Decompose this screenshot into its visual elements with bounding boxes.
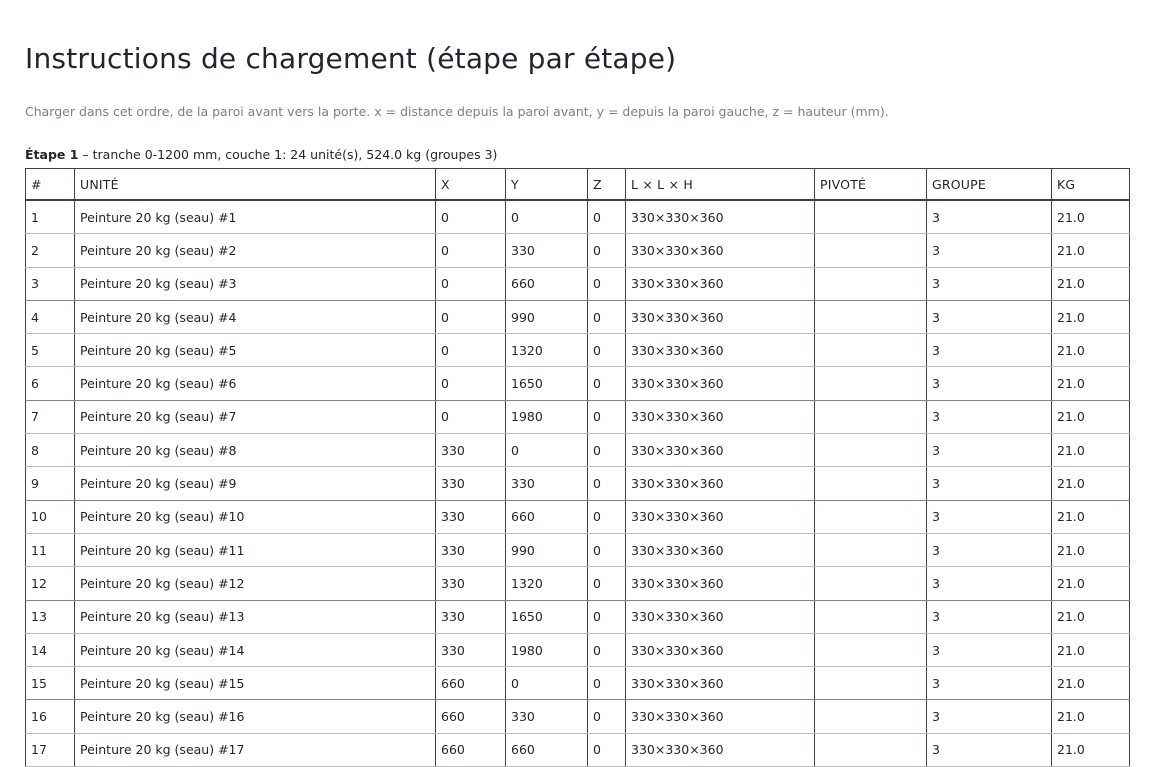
cell-unit: Peinture 20 kg (seau) #5 [75,334,436,367]
column-header-x: X [436,169,506,201]
cell-z: 0 [588,600,626,633]
cell-unit: Peinture 20 kg (seau) #9 [75,467,436,500]
cell-rotated [815,267,927,300]
cell-z: 0 [588,633,626,666]
cell-x: 330 [436,467,506,500]
cell-group: 3 [927,267,1052,300]
cell-dimensions: 330×330×360 [626,667,815,700]
cell-kg: 21.0 [1052,467,1130,500]
cell-dimensions: 330×330×360 [626,434,815,467]
cell-index: 13 [26,600,75,633]
cell-z: 0 [588,700,626,733]
cell-group: 3 [927,200,1052,234]
cell-unit: Peinture 20 kg (seau) #2 [75,234,436,267]
table-row [26,334,1130,367]
cell-dimensions: 330×330×360 [626,367,815,400]
cell-y: 1980 [506,400,588,433]
cell-z: 0 [588,367,626,400]
cell-index: 11 [26,533,75,566]
cell-index: 1 [26,200,75,234]
cell-index: 5 [26,334,75,367]
step-label: Étape 1 [25,147,79,162]
cell-z: 0 [588,267,626,300]
cell-x: 660 [436,667,506,700]
cell-unit: Peinture 20 kg (seau) #16 [75,700,436,733]
cell-index: 17 [26,733,75,766]
cell-rotated [815,400,927,433]
table-row [26,200,1130,234]
cell-rotated [815,500,927,533]
table-row [26,667,1130,700]
cell-z: 0 [588,400,626,433]
cell-kg: 21.0 [1052,234,1130,267]
table-row [26,367,1130,400]
table-row [26,300,1130,333]
cell-x: 660 [436,733,506,766]
cell-y: 330 [506,700,588,733]
cell-index: 6 [26,367,75,400]
cell-group: 3 [927,467,1052,500]
cell-group: 3 [927,400,1052,433]
cell-dimensions: 330×330×360 [626,633,815,666]
cell-rotated [815,700,927,733]
cell-dimensions: 330×330×360 [626,200,815,234]
cell-x: 0 [436,267,506,300]
cell-group: 3 [927,234,1052,267]
cell-kg: 21.0 [1052,667,1130,700]
cell-rotated [815,367,927,400]
cell-kg: 21.0 [1052,700,1130,733]
cell-dimensions: 330×330×360 [626,700,815,733]
cell-index: 12 [26,567,75,600]
cell-kg: 21.0 [1052,300,1130,333]
cell-rotated [815,733,927,766]
cell-unit: Peinture 20 kg (seau) #4 [75,300,436,333]
cell-group: 3 [927,600,1052,633]
column-header-dimensions: L × L × H [626,169,815,201]
cell-x: 330 [436,533,506,566]
cell-kg: 21.0 [1052,600,1130,633]
cell-y: 0 [506,200,588,234]
cell-index: 7 [26,400,75,433]
cell-z: 0 [588,200,626,234]
cell-group: 3 [927,733,1052,766]
cell-rotated [815,300,927,333]
cell-index: 2 [26,234,75,267]
cell-x: 0 [436,334,506,367]
cell-y: 330 [506,467,588,500]
page-subtitle: Charger dans cet ordre, de la paroi avant vers la porte. x = distance depuis la paroi avant, y = depuis la paroi gauche, z = hauteur (mm). [25,104,889,119]
cell-y: 0 [506,434,588,467]
cell-z: 0 [588,467,626,500]
cell-dimensions: 330×330×360 [626,567,815,600]
cell-unit: Peinture 20 kg (seau) #7 [75,400,436,433]
cell-kg: 21.0 [1052,500,1130,533]
cell-rotated [815,334,927,367]
cell-y: 1980 [506,633,588,666]
cell-rotated [815,667,927,700]
column-header-rotated: PIVOTÉ [815,169,927,201]
cell-unit: Peinture 20 kg (seau) #12 [75,567,436,600]
cell-unit: Peinture 20 kg (seau) #13 [75,600,436,633]
loading-table [25,168,1130,767]
cell-z: 0 [588,300,626,333]
cell-kg: 21.0 [1052,200,1130,234]
cell-index: 3 [26,267,75,300]
cell-group: 3 [927,334,1052,367]
cell-rotated [815,600,927,633]
cell-group: 3 [927,500,1052,533]
cell-unit: Peinture 20 kg (seau) #1 [75,200,436,234]
column-header-index: # [26,169,75,201]
page-title: Instructions de chargement (étape par étape) [25,42,677,75]
cell-index: 4 [26,300,75,333]
cell-dimensions: 330×330×360 [626,234,815,267]
cell-index: 16 [26,700,75,733]
cell-kg: 21.0 [1052,400,1130,433]
cell-z: 0 [588,234,626,267]
step-detail: – tranche 0-1200 mm, couche 1: 24 unité(s), 524.0 kg (groupes 3) [78,147,498,162]
cell-y: 990 [506,533,588,566]
table-row [26,533,1130,566]
cell-dimensions: 330×330×360 [626,267,815,300]
cell-x: 330 [436,567,506,600]
cell-x: 0 [436,234,506,267]
cell-index: 10 [26,500,75,533]
cell-z: 0 [588,667,626,700]
column-header-z: Z [588,169,626,201]
cell-index: 15 [26,667,75,700]
column-header-y: Y [506,169,588,201]
cell-y: 1650 [506,367,588,400]
table-header-row [26,169,1130,201]
table-row [26,733,1130,766]
cell-y: 990 [506,300,588,333]
cell-rotated [815,533,927,566]
cell-z: 0 [588,533,626,566]
column-header-unit: UNITÉ [75,169,436,201]
table-row [26,467,1130,500]
cell-rotated [815,234,927,267]
cell-x: 330 [436,600,506,633]
cell-unit: Peinture 20 kg (seau) #8 [75,434,436,467]
table-row [26,633,1130,666]
cell-y: 660 [506,500,588,533]
cell-rotated [815,434,927,467]
cell-kg: 21.0 [1052,633,1130,666]
cell-index: 8 [26,434,75,467]
cell-index: 14 [26,633,75,666]
table-row [26,400,1130,433]
cell-z: 0 [588,500,626,533]
cell-y: 0 [506,667,588,700]
table-row [26,600,1130,633]
cell-rotated [815,633,927,666]
cell-group: 3 [927,367,1052,400]
cell-y: 1650 [506,600,588,633]
cell-unit: Peinture 20 kg (seau) #14 [75,633,436,666]
cell-dimensions: 330×330×360 [626,500,815,533]
cell-x: 0 [436,300,506,333]
cell-kg: 21.0 [1052,533,1130,566]
cell-dimensions: 330×330×360 [626,300,815,333]
step-heading [25,147,1129,163]
cell-unit: Peinture 20 kg (seau) #11 [75,533,436,566]
cell-y: 660 [506,733,588,766]
cell-y: 1320 [506,567,588,600]
table-row [26,267,1130,300]
column-header-group: GROUPE [927,169,1052,201]
cell-group: 3 [927,300,1052,333]
cell-dimensions: 330×330×360 [626,400,815,433]
cell-z: 0 [588,733,626,766]
cell-unit: Peinture 20 kg (seau) #10 [75,500,436,533]
table-row [26,500,1130,533]
cell-dimensions: 330×330×360 [626,600,815,633]
cell-dimensions: 330×330×360 [626,467,815,500]
cell-unit: Peinture 20 kg (seau) #6 [75,367,436,400]
table-row [26,234,1130,267]
cell-z: 0 [588,567,626,600]
cell-y: 1320 [506,334,588,367]
cell-x: 0 [436,367,506,400]
cell-z: 0 [588,334,626,367]
cell-group: 3 [927,700,1052,733]
cell-rotated [815,467,927,500]
cell-unit: Peinture 20 kg (seau) #17 [75,733,436,766]
cell-dimensions: 330×330×360 [626,533,815,566]
cell-y: 330 [506,234,588,267]
cell-dimensions: 330×330×360 [626,334,815,367]
cell-kg: 21.0 [1052,733,1130,766]
cell-z: 0 [588,434,626,467]
cell-group: 3 [927,667,1052,700]
table-row [26,700,1130,733]
table-row [26,567,1130,600]
cell-kg: 21.0 [1052,267,1130,300]
cell-x: 0 [436,400,506,433]
cell-x: 330 [436,434,506,467]
cell-kg: 21.0 [1052,567,1130,600]
cell-unit: Peinture 20 kg (seau) #3 [75,267,436,300]
cell-group: 3 [927,533,1052,566]
cell-kg: 21.0 [1052,334,1130,367]
cell-group: 3 [927,633,1052,666]
cell-kg: 21.0 [1052,367,1130,400]
cell-rotated [815,567,927,600]
cell-x: 330 [436,500,506,533]
cell-unit: Peinture 20 kg (seau) #15 [75,667,436,700]
cell-x: 0 [436,200,506,234]
cell-group: 3 [927,434,1052,467]
cell-x: 330 [436,633,506,666]
cell-dimensions: 330×330×360 [626,733,815,766]
cell-x: 660 [436,700,506,733]
cell-group: 3 [927,567,1052,600]
table-row [26,434,1130,467]
cell-rotated [815,200,927,234]
cell-kg: 21.0 [1052,434,1130,467]
cell-y: 660 [506,267,588,300]
cell-index: 9 [26,467,75,500]
column-header-kg: KG [1052,169,1130,201]
